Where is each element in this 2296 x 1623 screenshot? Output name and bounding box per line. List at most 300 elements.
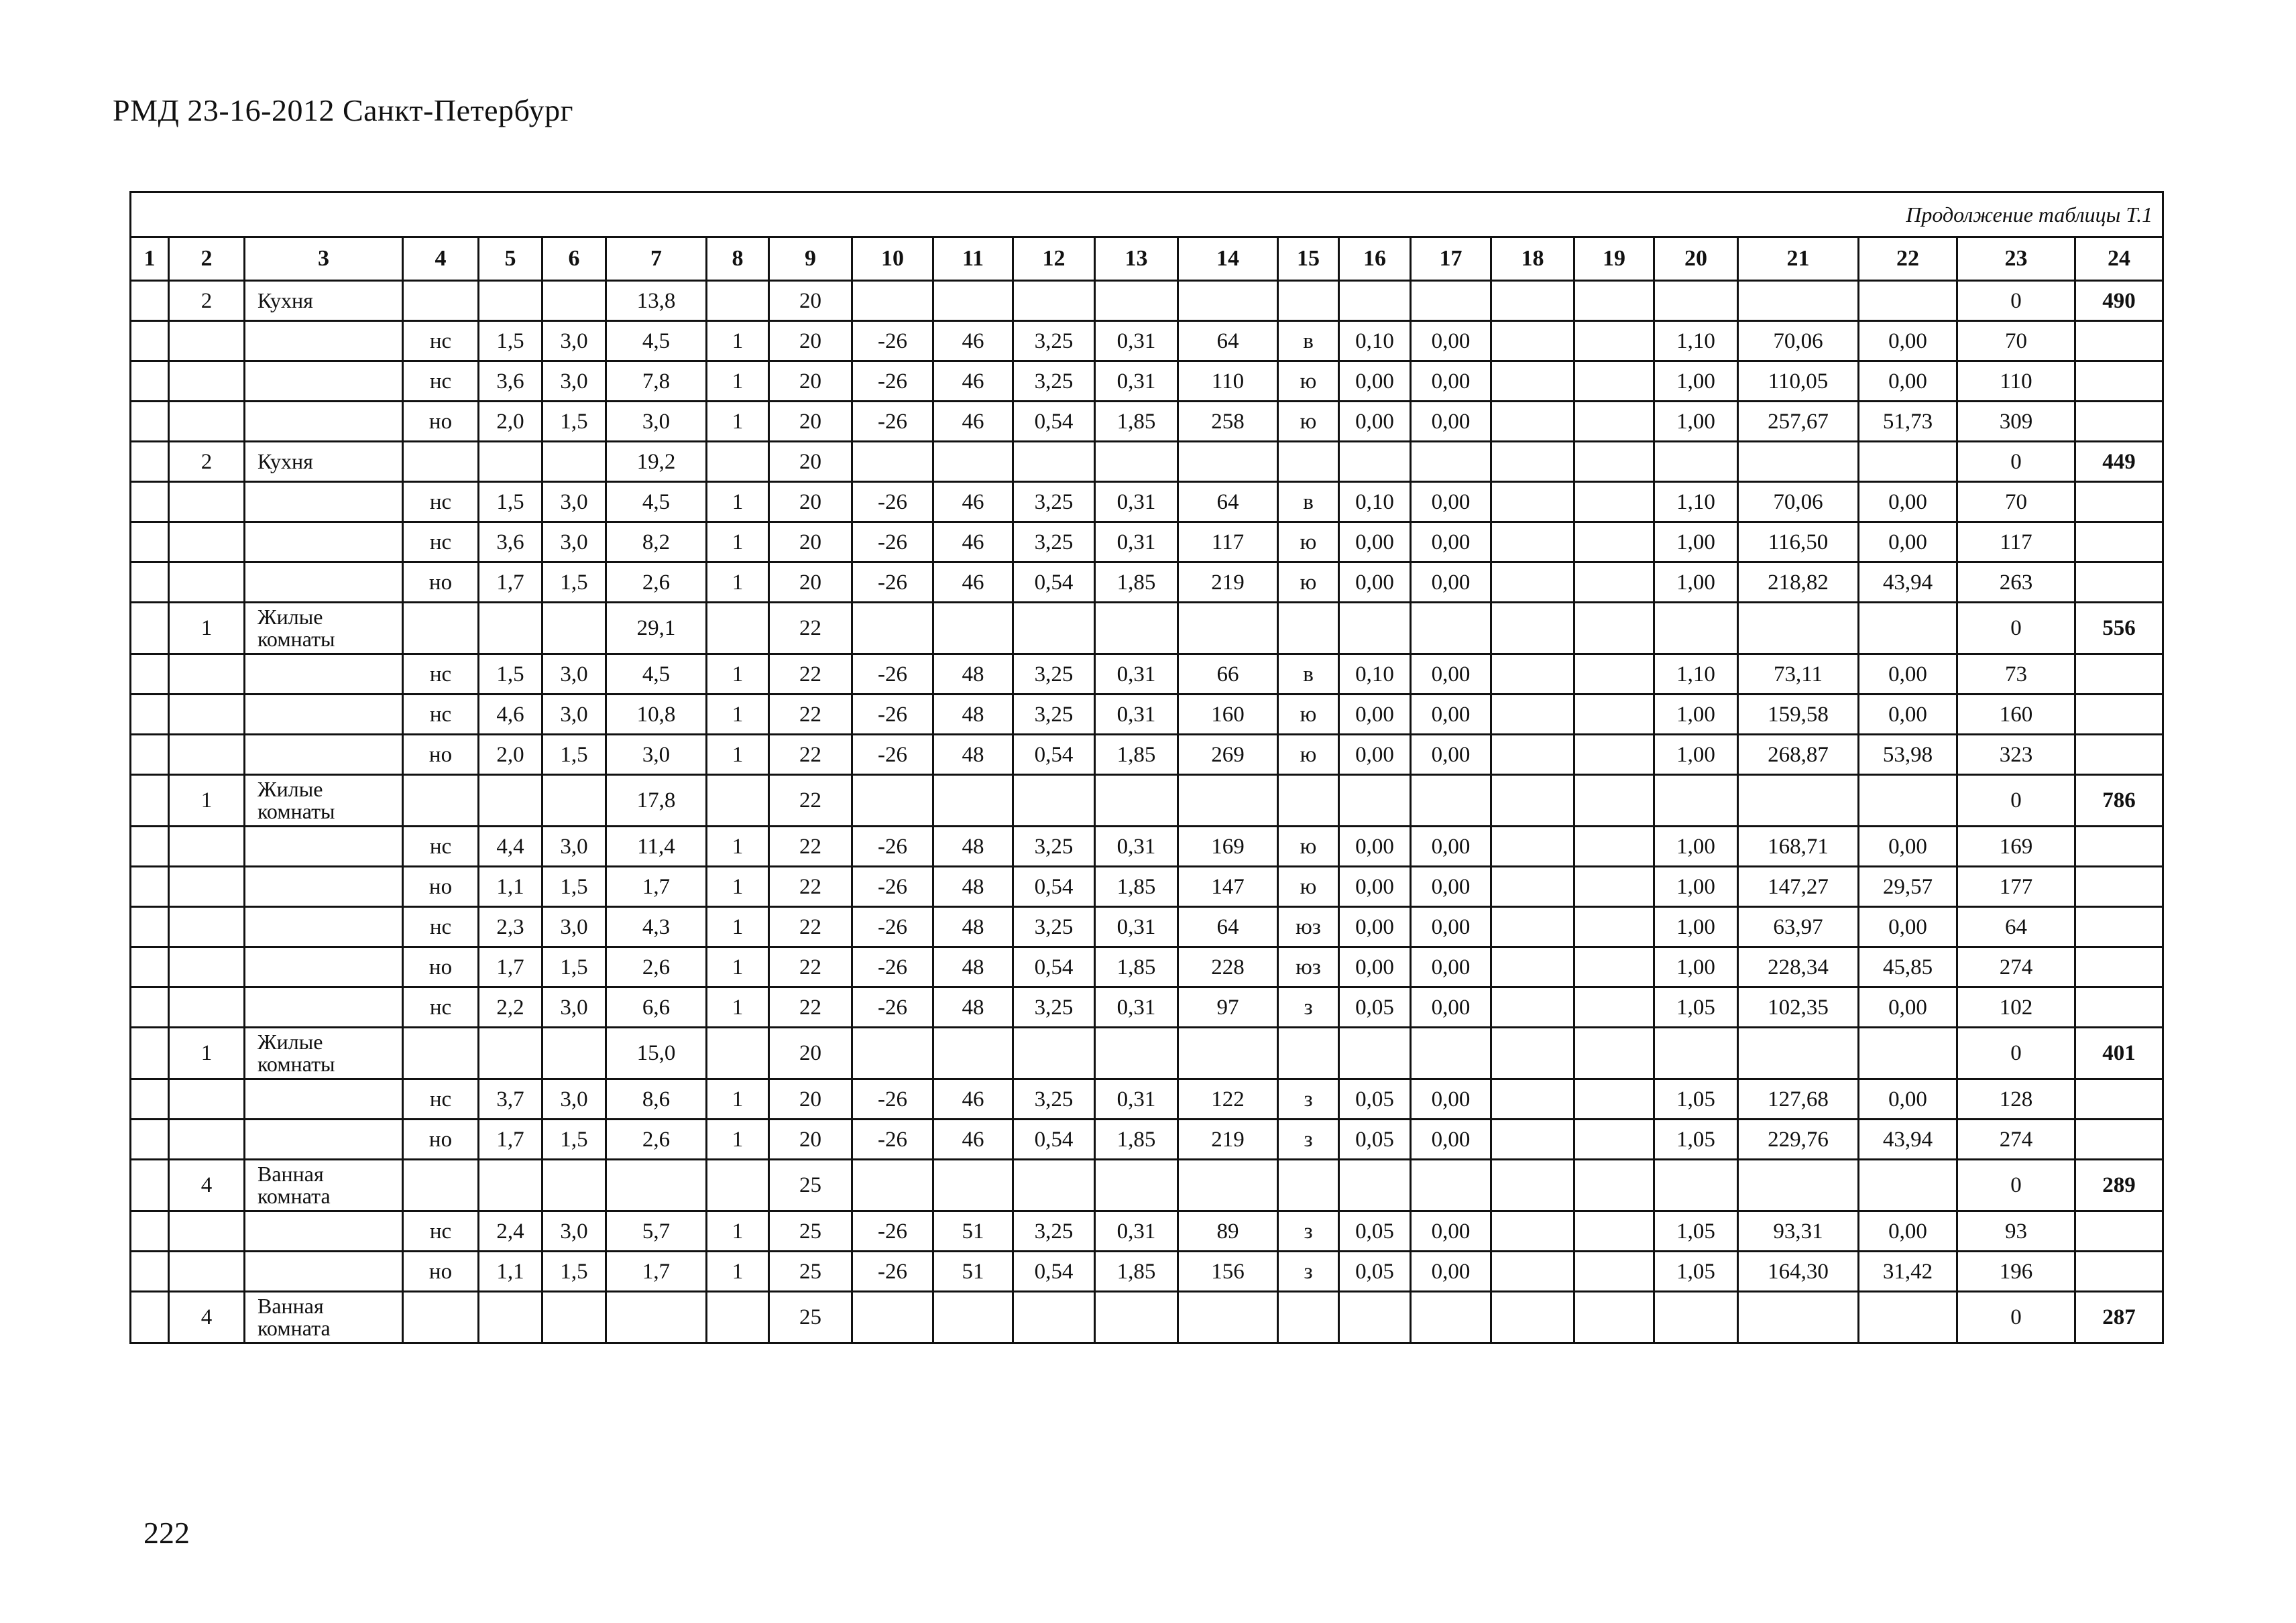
column-header: 16 (1339, 237, 1411, 281)
table-cell: 22 (769, 907, 852, 947)
table-cell (1339, 775, 1411, 827)
table-cell (2075, 1079, 2163, 1120)
table-cell: 4 (169, 1160, 245, 1211)
table-cell (1411, 1028, 1491, 1079)
table-cell: -26 (852, 321, 933, 361)
table-cell: 1,00 (1654, 735, 1738, 775)
table-cell: 19,2 (606, 442, 707, 482)
table-cell: 110 (1957, 361, 2075, 402)
table-cell (1278, 1160, 1339, 1211)
table-cell (707, 281, 769, 321)
table-cell (131, 1120, 169, 1160)
table-cell: 289 (2075, 1160, 2163, 1211)
table-cell (131, 867, 169, 907)
table-cell (1491, 522, 1574, 562)
table-cell: нс (403, 695, 479, 735)
table-cell: 22 (769, 827, 852, 867)
table-cell (1411, 281, 1491, 321)
table-cell: Кухня (245, 442, 403, 482)
table-cell: 17,8 (606, 775, 707, 827)
table-cell: 31,42 (1859, 1252, 1957, 1292)
table-cell (479, 442, 542, 482)
table-cell: 0,00 (1339, 735, 1411, 775)
table-cell: 22 (769, 603, 852, 654)
table-cell: 20 (769, 321, 852, 361)
table-cell (1339, 1160, 1411, 1211)
column-header: 22 (1859, 237, 1957, 281)
table-cell: нс (403, 482, 479, 522)
table-cell (1491, 1160, 1574, 1211)
table-cell: 160 (1178, 695, 1278, 735)
table-cell: 1 (169, 775, 245, 827)
table-cell: 258 (1178, 402, 1278, 442)
table-cell: 2,2 (479, 987, 542, 1028)
table-cell: 1 (707, 1252, 769, 1292)
surface-row (131, 654, 2163, 695)
table-cell: 1,5 (479, 482, 542, 522)
table-cell: 0 (1957, 1292, 2075, 1343)
table-cell: 1 (707, 947, 769, 987)
table-cell: 2,6 (606, 562, 707, 603)
table-cell (131, 321, 169, 361)
table-cell: 1,5 (479, 654, 542, 695)
table-cell (245, 947, 403, 987)
table-cell (131, 1079, 169, 1120)
table-cell (1574, 735, 1654, 775)
table-cell (169, 1252, 245, 1292)
table-cell: 3,25 (1013, 987, 1095, 1028)
table-cell: 3,7 (479, 1079, 542, 1120)
table-cell (131, 281, 169, 321)
table-cell: 0,00 (1411, 1079, 1491, 1120)
table-cell: 269 (1178, 735, 1278, 775)
table-cell: 4,4 (479, 827, 542, 867)
surface-row (131, 1252, 2163, 1292)
table-cell: 64 (1178, 482, 1278, 522)
table-cell (933, 775, 1013, 827)
column-header: 2 (169, 237, 245, 281)
table-cell: 0,00 (1411, 695, 1491, 735)
table-cell: 3,6 (479, 361, 542, 402)
table-cell (1574, 522, 1654, 562)
column-header: 9 (769, 237, 852, 281)
table-cell: ю (1278, 402, 1339, 442)
table-cell: 1,00 (1654, 361, 1738, 402)
table-cell: 20 (769, 361, 852, 402)
table-cell (131, 522, 169, 562)
table-cell: нс (403, 1079, 479, 1120)
table-cell: 0,00 (1339, 827, 1411, 867)
table-cell (131, 987, 169, 1028)
table-cell: 117 (1957, 522, 2075, 562)
table-cell: 0 (1957, 1160, 2075, 1211)
table-cell (245, 654, 403, 695)
table-cell: 0,00 (1411, 522, 1491, 562)
table-cell: 1,05 (1654, 1120, 1738, 1160)
table-cell (1738, 1028, 1859, 1079)
table-cell: 0,31 (1095, 827, 1178, 867)
table-cell: 196 (1957, 1252, 2075, 1292)
table-cell: 2,6 (606, 1120, 707, 1160)
table-cell: 1,7 (606, 1252, 707, 1292)
column-header: 19 (1574, 237, 1654, 281)
table-cell (1178, 1160, 1278, 1211)
table-cell (1013, 1160, 1095, 1211)
table-cell: 2,0 (479, 402, 542, 442)
table-cell (245, 482, 403, 522)
table-cell: 0,31 (1095, 1211, 1178, 1252)
table-cell (1491, 827, 1574, 867)
table-cell: но (403, 1120, 479, 1160)
table-cell: 0,00 (1411, 907, 1491, 947)
table-cell: Кухня (245, 281, 403, 321)
table-cell: 0,00 (1859, 1079, 1957, 1120)
table-body (131, 281, 2163, 1343)
table-cell (245, 1079, 403, 1120)
table-cell: -26 (852, 947, 933, 987)
table-cell: 0,00 (1339, 361, 1411, 402)
table-cell: 1,00 (1654, 695, 1738, 735)
table-cell: 0,00 (1339, 522, 1411, 562)
table-cell (1491, 695, 1574, 735)
document-header: РМД 23-16-2012 Санкт-Петербург (113, 93, 574, 127)
table-cell (707, 603, 769, 654)
column-header: 11 (933, 237, 1013, 281)
table-cell: но (403, 947, 479, 987)
table-cell (131, 695, 169, 735)
table-cell: 20 (769, 522, 852, 562)
table-cell (131, 654, 169, 695)
table-cell (933, 1160, 1013, 1211)
table-cell: 1,5 (542, 947, 606, 987)
table-cell (1738, 281, 1859, 321)
table-cell (933, 281, 1013, 321)
table-cell: 0,54 (1013, 947, 1095, 987)
table-cell: 1,05 (1654, 1079, 1738, 1120)
table-cell (1013, 1028, 1095, 1079)
table-cell (169, 562, 245, 603)
table-cell (169, 867, 245, 907)
table-cell (169, 695, 245, 735)
table-cell (1095, 1292, 1178, 1343)
table-cell: 0,05 (1339, 1252, 1411, 1292)
table-cell: 0,00 (1411, 987, 1491, 1028)
table-cell (1411, 1160, 1491, 1211)
table-cell: нс (403, 827, 479, 867)
table-cell: 46 (933, 1079, 1013, 1120)
table-cell (852, 603, 933, 654)
table-cell: 20 (769, 1079, 852, 1120)
table-cell (1859, 603, 1957, 654)
surface-row (131, 947, 2163, 987)
table-cell: 1,85 (1095, 1252, 1178, 1292)
table-cell (1574, 654, 1654, 695)
table-cell (1013, 442, 1095, 482)
table-cell: 3,6 (479, 522, 542, 562)
table-cell: 48 (933, 907, 1013, 947)
table-cell (1178, 775, 1278, 827)
table-cell: 1 (707, 1079, 769, 1120)
column-header: 14 (1178, 237, 1278, 281)
table-caption: Продолжение таблицы Т.1 (131, 192, 2163, 237)
table-cell (245, 562, 403, 603)
table-cell: 0 (1957, 775, 2075, 827)
table-cell: 1,1 (479, 867, 542, 907)
table-cell (542, 775, 606, 827)
table-cell: 25 (769, 1211, 852, 1252)
table-cell: 1,5 (542, 735, 606, 775)
surface-row (131, 361, 2163, 402)
table-cell (169, 987, 245, 1028)
table-cell: 0 (1957, 603, 2075, 654)
table-cell: нс (403, 654, 479, 695)
table-cell (1654, 1028, 1738, 1079)
table-cell: 1,5 (542, 402, 606, 442)
column-header: 18 (1491, 237, 1574, 281)
table-cell (1278, 1028, 1339, 1079)
column-header: 23 (1957, 237, 2075, 281)
table-cell: 1 (707, 522, 769, 562)
table-cell (403, 1028, 479, 1079)
table-cell: -26 (852, 522, 933, 562)
table-cell: 0,00 (1339, 402, 1411, 442)
table-cell (1654, 1160, 1738, 1211)
column-header: 17 (1411, 237, 1491, 281)
table-cell (606, 1160, 707, 1211)
table-cell: 1 (707, 562, 769, 603)
table-cell: 168,71 (1738, 827, 1859, 867)
table-cell: 0,00 (1339, 695, 1411, 735)
table-cell (1411, 442, 1491, 482)
table-cell: 0,31 (1095, 482, 1178, 522)
table-cell (2075, 654, 2163, 695)
surface-row (131, 321, 2163, 361)
table-cell: 1,5 (542, 867, 606, 907)
table-cell: 0,00 (1859, 654, 1957, 695)
table-cell: 110 (1178, 361, 1278, 402)
table-cell (2075, 321, 2163, 361)
table-cell (169, 361, 245, 402)
table-cell: 1,5 (479, 321, 542, 361)
table-cell: 51,73 (1859, 402, 1957, 442)
table-cell (169, 1211, 245, 1252)
table-cell (2075, 947, 2163, 987)
table-cell: Жилые комнаты (245, 1028, 403, 1079)
table-cell (707, 1160, 769, 1211)
table-cell: 1,10 (1654, 482, 1738, 522)
table-cell (2075, 867, 2163, 907)
table-cell: -26 (852, 695, 933, 735)
table-cell (1859, 442, 1957, 482)
table-cell (169, 482, 245, 522)
table-cell: 257,67 (1738, 402, 1859, 442)
table-cell: нс (403, 321, 479, 361)
table-cell: нс (403, 907, 479, 947)
table-cell (2075, 1252, 2163, 1292)
table-cell: 323 (1957, 735, 2075, 775)
table-cell: 20 (769, 281, 852, 321)
table-cell: 64 (1178, 321, 1278, 361)
table-cell: 3,0 (542, 654, 606, 695)
column-header: 4 (403, 237, 479, 281)
table-cell: 51 (933, 1252, 1013, 1292)
table-cell: 0,00 (1411, 654, 1491, 695)
table-cell: ю (1278, 562, 1339, 603)
table-cell (1574, 281, 1654, 321)
table-cell: 263 (1957, 562, 2075, 603)
table-cell (1738, 775, 1859, 827)
table-cell (403, 1160, 479, 1211)
table-cell: 1,85 (1095, 867, 1178, 907)
table-cell (1339, 442, 1411, 482)
table-cell (2075, 907, 2163, 947)
table-cell (1574, 603, 1654, 654)
table-cell: 46 (933, 1120, 1013, 1160)
table-cell: 110,05 (1738, 361, 1859, 402)
table-cell: 0,00 (1339, 907, 1411, 947)
table-cell (852, 1160, 933, 1211)
table-cell (1491, 321, 1574, 361)
room-row (131, 1160, 2163, 1211)
table-cell: 29,57 (1859, 867, 1957, 907)
table-cell (1738, 442, 1859, 482)
column-header: 1 (131, 237, 169, 281)
column-header: 24 (2075, 237, 2163, 281)
table-cell: 127,68 (1738, 1079, 1859, 1120)
table-cell: Жилые комнаты (245, 775, 403, 827)
table-cell: 22 (769, 987, 852, 1028)
table-cell: -26 (852, 907, 933, 947)
table-cell: -26 (852, 987, 933, 1028)
table-cell: 0,00 (1859, 827, 1957, 867)
table-cell (245, 735, 403, 775)
table-cell (1178, 281, 1278, 321)
table-cell: 1,85 (1095, 562, 1178, 603)
table-cell (245, 987, 403, 1028)
table-cell: 48 (933, 735, 1013, 775)
table-cell (131, 827, 169, 867)
table-cell: 122 (1178, 1079, 1278, 1120)
table-cell: 0 (1957, 1028, 2075, 1079)
table-cell: 1 (707, 402, 769, 442)
table-cell: 0,00 (1411, 867, 1491, 907)
table-cell: 1,00 (1654, 867, 1738, 907)
table-cell: 46 (933, 361, 1013, 402)
table-cell (1654, 1292, 1738, 1343)
heat-loss-table (129, 191, 2158, 1344)
table-cell (1411, 1292, 1491, 1343)
table-cell: 0,54 (1013, 402, 1095, 442)
table-cell: 3,0 (542, 1211, 606, 1252)
table-cell (1574, 775, 1654, 827)
table-cell: 268,87 (1738, 735, 1859, 775)
table-cell: 1,7 (479, 562, 542, 603)
table-cell (933, 1292, 1013, 1343)
table-cell: 1,5 (542, 1120, 606, 1160)
table-cell: 3,25 (1013, 321, 1095, 361)
table-cell (1654, 281, 1738, 321)
table-cell (169, 827, 245, 867)
table-cell: ю (1278, 361, 1339, 402)
table-cell: 0,00 (1411, 827, 1491, 867)
table-cell (1491, 1252, 1574, 1292)
table-cell: 0,31 (1095, 907, 1178, 947)
table-cell (169, 402, 245, 442)
table-cell: 46 (933, 321, 1013, 361)
table-cell (542, 1160, 606, 1211)
table-cell (131, 1252, 169, 1292)
table-cell: 1,85 (1095, 947, 1178, 987)
table-cell: 1,10 (1654, 654, 1738, 695)
table-cell (169, 321, 245, 361)
table-cell (1095, 442, 1178, 482)
table-cell: 1,00 (1654, 562, 1738, 603)
table-cell: 219 (1178, 562, 1278, 603)
table-cell: 2,0 (479, 735, 542, 775)
table-cell: 93 (1957, 1211, 2075, 1252)
table-cell: 48 (933, 867, 1013, 907)
table-cell: ю (1278, 827, 1339, 867)
table-cell: -26 (852, 867, 933, 907)
table-cell: 1,7 (479, 947, 542, 987)
table-cell: 2,6 (606, 947, 707, 987)
table-cell (1574, 947, 1654, 987)
table-cell: 0,00 (1411, 562, 1491, 603)
table-cell (2075, 1120, 2163, 1160)
table-cell (1013, 603, 1095, 654)
table-cell: 20 (769, 562, 852, 603)
table-cell: 6,6 (606, 987, 707, 1028)
table-cell: 53,98 (1859, 735, 1957, 775)
table-cell: 160 (1957, 695, 2075, 735)
room-row (131, 775, 2163, 827)
room-row (131, 1028, 2163, 1079)
table-cell (131, 1211, 169, 1252)
table-cell (1178, 1028, 1278, 1079)
table-cell (245, 361, 403, 402)
table-cell (707, 1292, 769, 1343)
table-cell: 1,00 (1654, 907, 1738, 947)
table-cell: -26 (852, 654, 933, 695)
column-header: 8 (707, 237, 769, 281)
table-cell: 0,00 (1411, 1120, 1491, 1160)
table-cell: 22 (769, 695, 852, 735)
table-cell: 15,0 (606, 1028, 707, 1079)
table-cell: 0,31 (1095, 1079, 1178, 1120)
table-cell: 0,10 (1339, 654, 1411, 695)
table-cell: 0,31 (1095, 361, 1178, 402)
table-cell (479, 1292, 542, 1343)
table-cell: 1,00 (1654, 947, 1738, 987)
table-cell (933, 603, 1013, 654)
table-cell: 0,31 (1095, 654, 1178, 695)
table-cell: 43,94 (1859, 562, 1957, 603)
table-cell (707, 442, 769, 482)
table-cell (1491, 482, 1574, 522)
table-cell: 219 (1178, 1120, 1278, 1160)
table-cell: 1,05 (1654, 987, 1738, 1028)
table-cell: 1,1 (479, 1252, 542, 1292)
table-cell: 45,85 (1859, 947, 1957, 987)
table-cell: Ванная комната (245, 1292, 403, 1343)
table-cell: 0,54 (1013, 867, 1095, 907)
table-cell (1491, 562, 1574, 603)
table-cell: 73,11 (1738, 654, 1859, 695)
table-cell (131, 775, 169, 827)
table-cell (169, 522, 245, 562)
table-cell: 0,31 (1095, 695, 1178, 735)
table-cell: -26 (852, 361, 933, 402)
